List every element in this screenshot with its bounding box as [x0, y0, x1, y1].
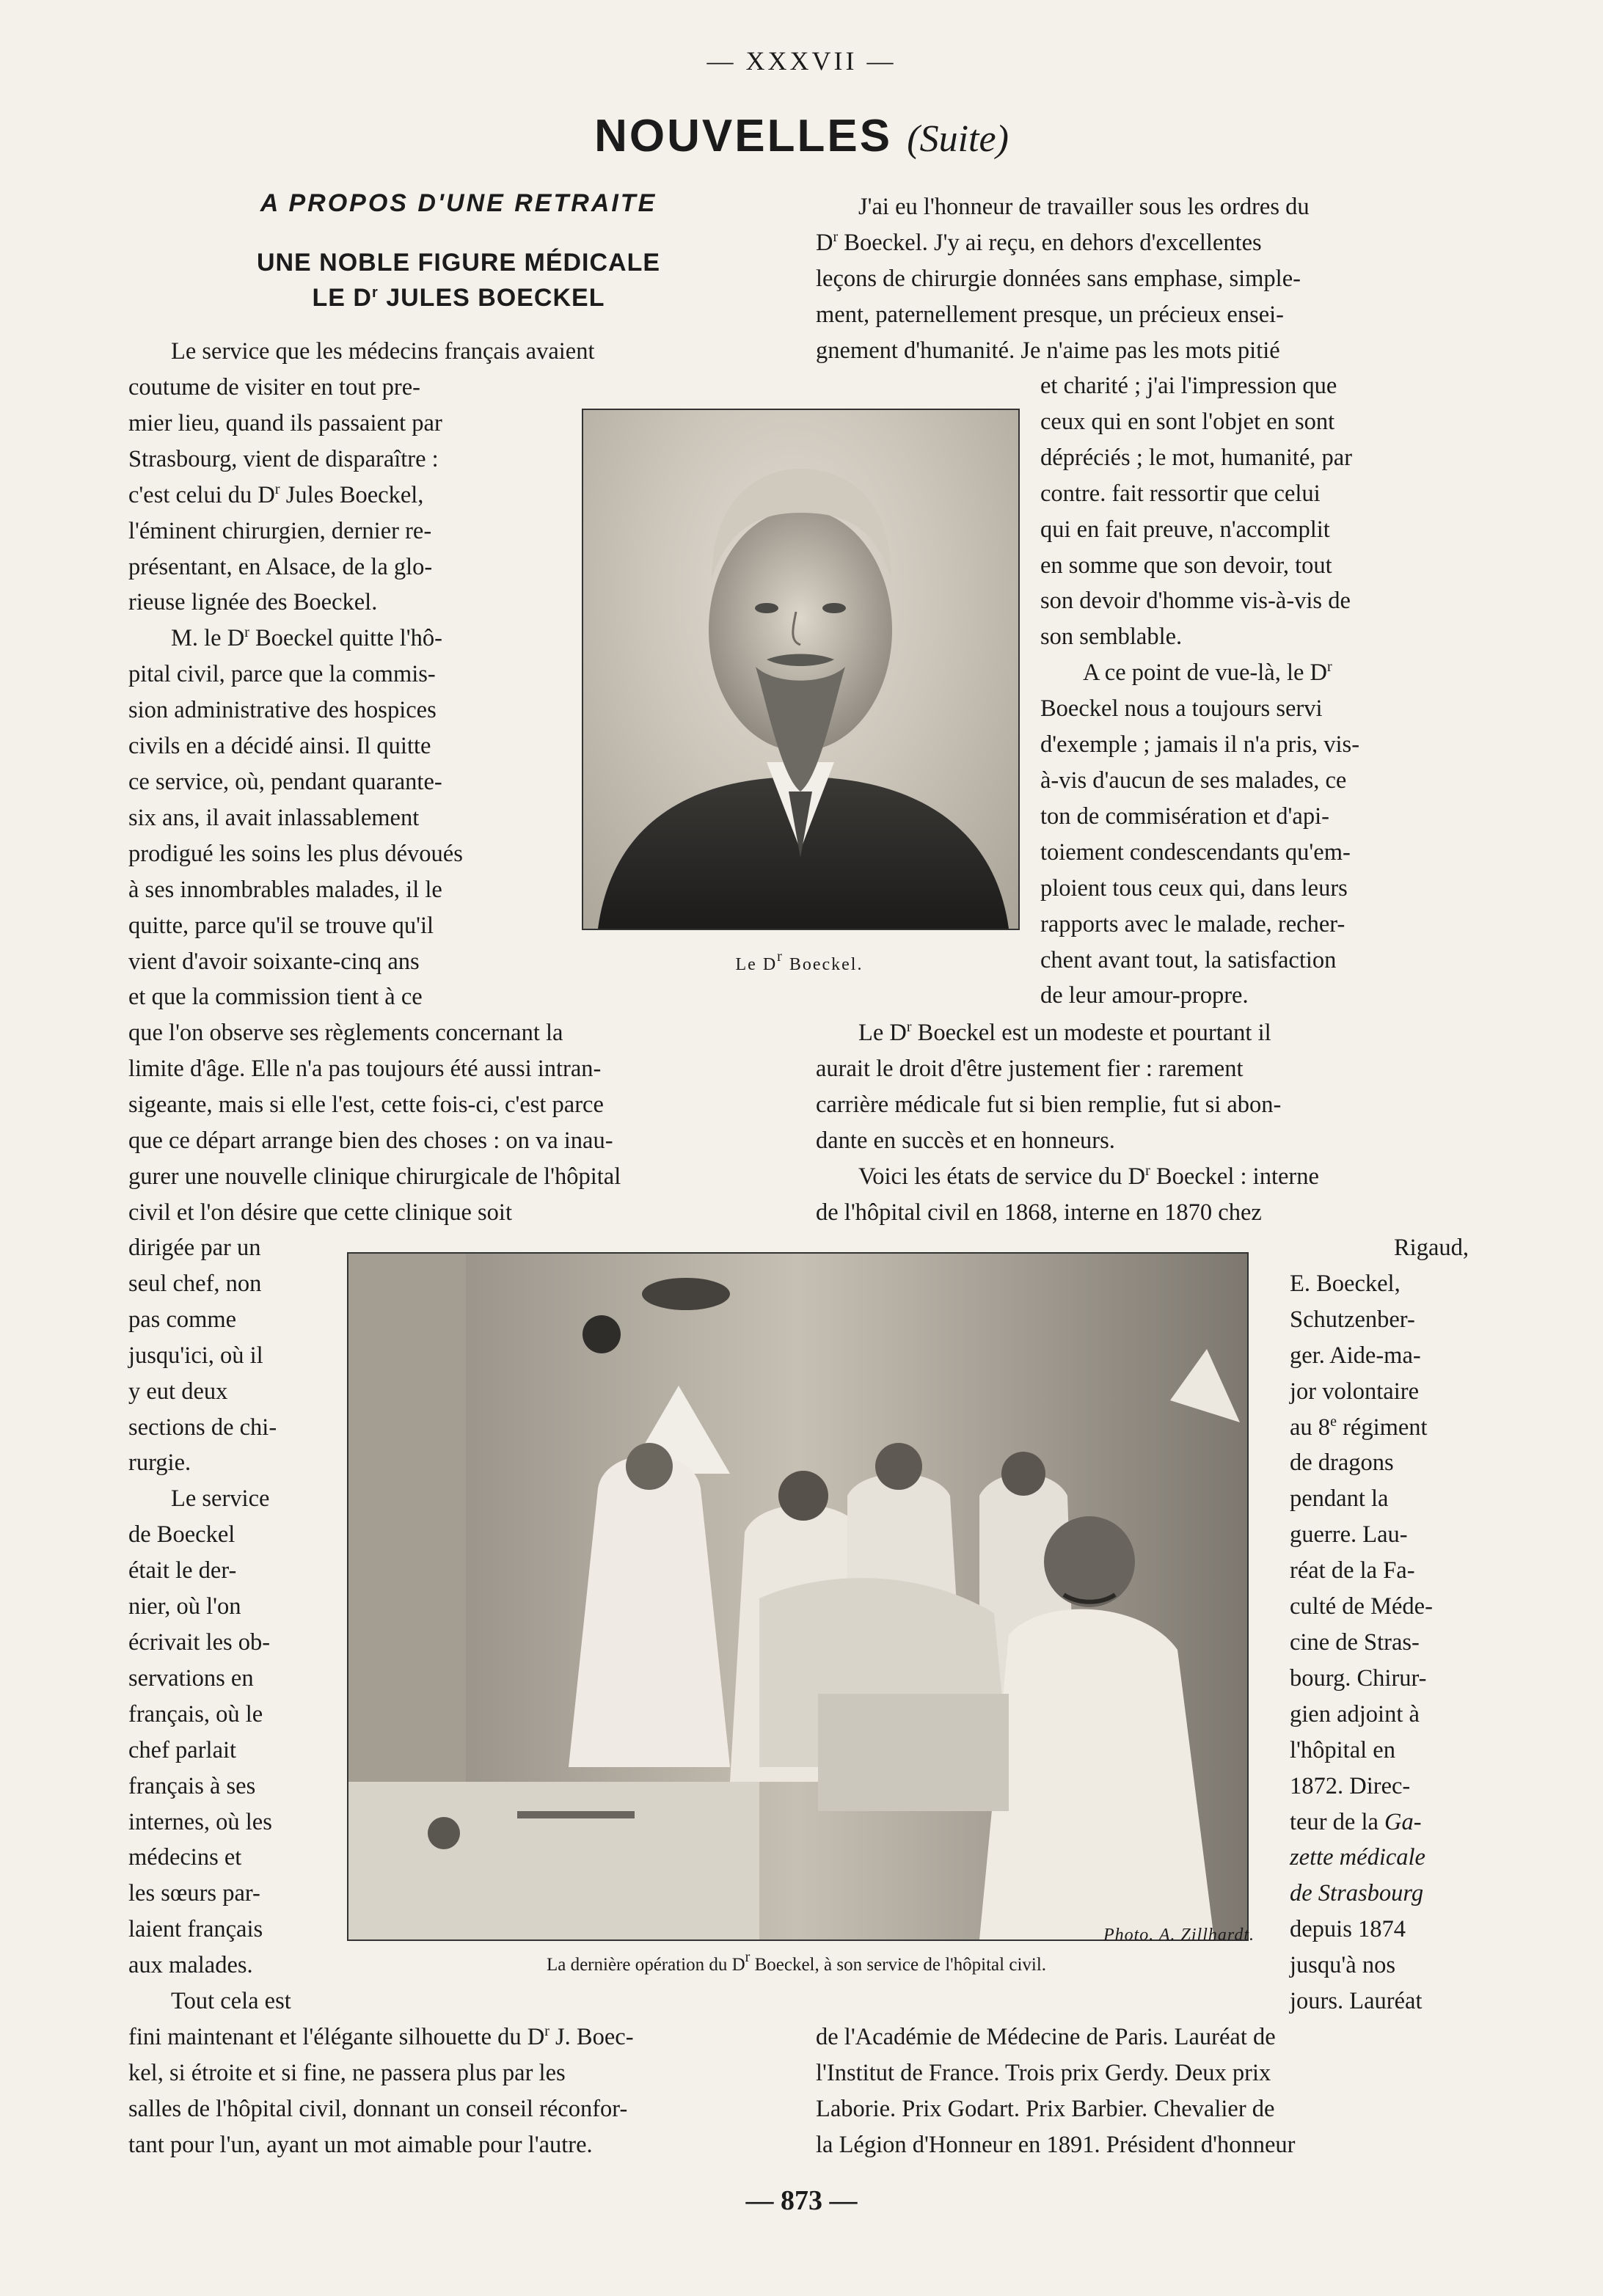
portrait-caption: Le $D^r$ Boeckel.	[735, 948, 863, 974]
operation-scene-illustration	[348, 1254, 1247, 1939]
right-text-full-2: Le $D^r$ Boeckel est un modeste et pourtant il aurait le droit d'être justement fier : rarement carrière médicale fut si bien remplie, fut si abon- dante en succès et en honneurs. Voici les états de service du $D^r$ Boeckel : interne de l'hôpital civil en 1868, interne en 1870 chez	[816, 1019, 1319, 1226]
left-text-narrow-2: dirigée par un seul chef, non pas comme jusqu'ici, où il y eut deux sections de chi- rurgie. Le service de Boeckel était le der- nier, où l'on écrivait les ob- servations en français, où le chef parlait français à ses internes, où les médecins et les sœurs par- laient français aux malades. Tout cela est	[128, 1235, 291, 2015]
photo-credit: Photo. A. Zillhardt.	[1103, 1926, 1255, 1945]
photo-caption: La dernière opération du $D^r$ Boeckel, à son service de l'hôpital civil.	[546, 1949, 1047, 1975]
article-kicker: A PROPOS D'UNE RETRAITE	[260, 189, 657, 217]
title-suffix: (Suite)	[907, 118, 1009, 160]
right-text-full-1: J'ai eu l'honneur de travailler sous les ordres du $D^r$ Boeckel. J'y ai reçu, en dehors d'excellentes leçons de chirurgie données sans emphase, simple- ment, paternellement presque, un précieux ensei- gnement d'humanité. Je n'aime pas les mots pitié	[816, 194, 1310, 364]
page-roman-number: — XXXVII —	[706, 46, 897, 76]
left-text-full-3: fini maintenant et l'élégante silhouette du $D^r$ J. Boec- kel, si étroite et si fine, ne passera plus par les salles de l'hôpital civil, donnant un conseil réconfor- tant pour l'un, ayant un mot aimable pour l'autre.	[128, 2023, 634, 2158]
right-text-full-3: de l'Académie de Médecine de Paris. Lauréat de l'Institut de France. Trois prix Gerdy. Deux prix Laborie. Prix Godart. Prix Barbier. Chevalier de la Légion d'Honneur en 1891. Président d'honneur	[816, 2024, 1296, 2158]
right-text-narrow-1: et charité ; j'ai l'impression que ceux qui en sont l'objet en sont dépréciés ; le mot, humanité, par contre. fait ressortir que celui qui en fait preuve, n'accomplit en somme que son devoir, tout son devoir d'homme vis-à-vis de son semblable. A ce point de vue-là, le $D^r$ Boeckel nous a toujours servi d'exemple ; jamais il n'a pris, vis- à-vis d'aucun de ses malades, ce ton de commisération et d'api- toiement condescendants qu'em- ploient tous ceux qui, dans leurs rapports avec le malade, recher- chent avant tout, la satisfaction de leur amour-propre.	[1040, 373, 1360, 1009]
left-text-full-2: que l'on observe ses règlements concernant la limite d'âge. Elle n'a pas toujours été aussi intran- sigeante, mais si elle l'est, cette fois-ci, c'est parce que ce départ arrange bien des choses : on va inau- gurer une nouvelle clinique chirurgicale de l'hôpital civil et l'on désire que cette clinique soit	[128, 1020, 621, 1226]
operation-photo	[347, 1252, 1249, 1941]
headline-line-1: UNE NOBLE FIGURE MÉDICALE	[256, 249, 661, 277]
portrait-photo	[582, 409, 1020, 930]
article-headline	[128, 245, 789, 315]
portrait-illustration	[583, 410, 1018, 929]
page-number: — 873 —	[745, 2185, 858, 2216]
right-text-narrow-2: Rigaud, E. Boeckel, Schutzenber- ger. Aide-ma- jor volontaire au 8e régiment de dragons pendant la guerre. Lau- réat de la Fa- culté de Méde- cine de Stras- bourg. Chirur- gien adjoint à l'hôpital en 1872. Direc- teur de la Ga- zette médicale de Strasbourg depuis 1874 jusqu'à nos jours. Lauréat	[1290, 1235, 1469, 2015]
page-title	[0, 110, 1603, 162]
left-text-narrow-1: coutume de visiter en tout pre- mier lieu, quand ils passaient par Strasbourg, vient de disparaître : c'est celui du $D^r$ Jules Boeckel, l'éminent chirurgien, dernier re- présentant, en Alsace, de la glo- rieuse lignée des Boeckel. M. le $D^r$ Boeckel quitte l'hô- pital civil, parce que la commis- sion administrative des hospices civils en a décidé ainsi. Il quitte ce service, où, pendant quarante- six ans, il avait inlassablement prodigué les soins les plus dévoués à ses innombrables malades, il le quitte, parce qu'il se trouve qu'il vient d'avoir soixante-cinq ans et que la commission tient à ce	[128, 374, 463, 1011]
left-text-full-1: Le service que les médecins français avaient	[171, 338, 595, 365]
title-main: NOUVELLES	[594, 111, 893, 161]
headline-line-2: LE $D^r$ JULES BOECKEL	[312, 284, 605, 312]
